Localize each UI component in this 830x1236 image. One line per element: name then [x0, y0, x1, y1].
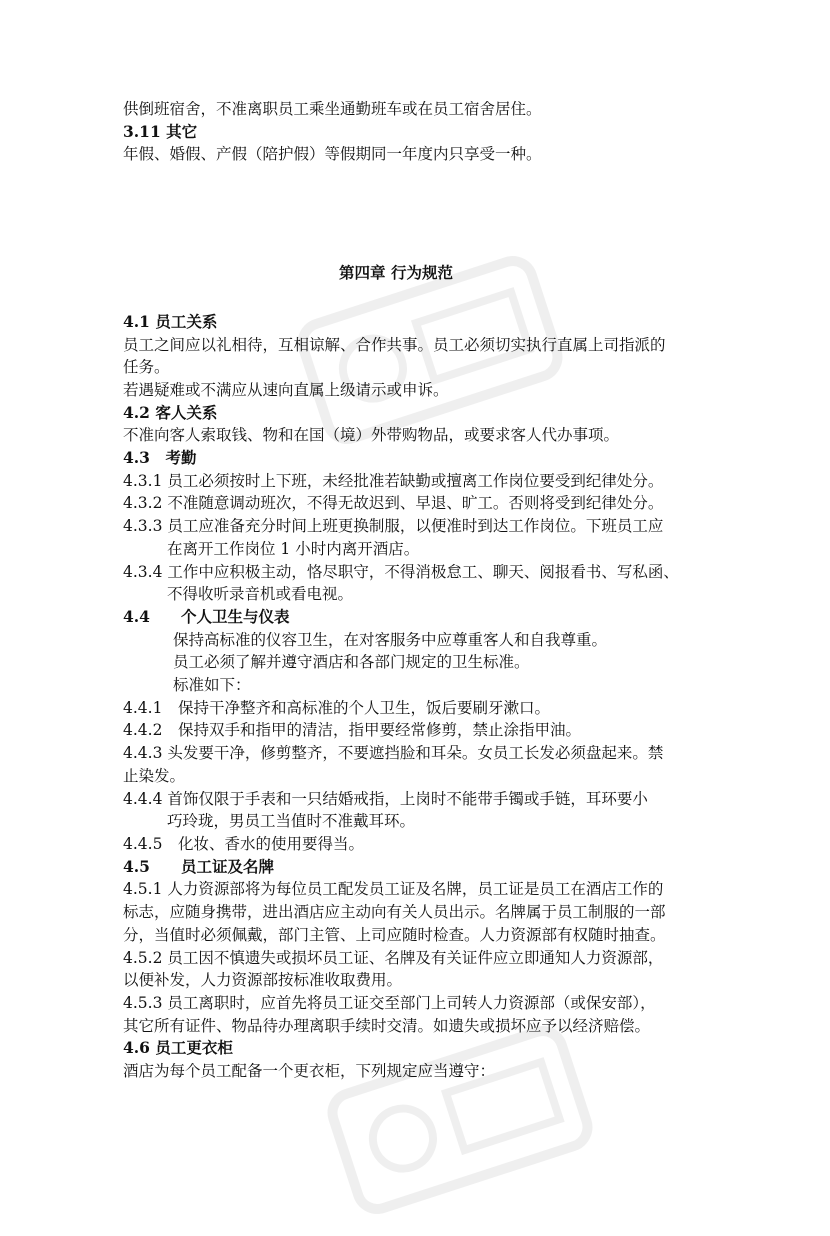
- list-item: 4.4.5 化妆、香水的使用要得当。: [123, 834, 364, 853]
- section-4-2-text: 不准向客人索取钱、物和在国（境）外带购物品，或要求客人代办事项。: [123, 426, 620, 445]
- chapter-title: 第四章 行为规范: [339, 263, 453, 283]
- section-4-6-text: 酒店为每个员工配备一个更衣柜，下列规定应当遵守：: [123, 1062, 496, 1081]
- list-item-continuation: 分，当值时必须佩戴，部门主管、上司应随时检查。人力资源部有权随时抽查。: [123, 925, 666, 944]
- list-item: 4.3.2 不准随意调动班次，不得无故迟到、早退、旷工。否则将受到纪律处分。: [123, 494, 664, 513]
- list-item: 4.3.1 员工必须按时上下班，未经批准若缺勤或擅离工作岗位要受到纪律处分。: [123, 471, 664, 490]
- list-item-continuation: 巧玲珑，男员工当值时不准戴耳环。: [167, 812, 416, 831]
- section-4-5-heading: 4.5 员工证及名牌: [123, 856, 274, 876]
- list-item: 4.4.2 保持双手和指甲的清洁，指甲要经常修剪，禁止涂指甲油。: [123, 721, 581, 740]
- section-4-6-heading: 4.6 员工更衣柜: [123, 1038, 233, 1058]
- list-item-continuation: 以便补发，人力资源部按标准收取费用。: [123, 971, 403, 990]
- list-item: 4.3.4 工作中应积极主动，恪尽职守，不得消极怠工、聊天、阅报看书、写私函、: [123, 562, 679, 581]
- section-4-1-paragraph: 任务。: [123, 358, 170, 377]
- section-4-4-heading: 4.4 个人卫生与仪表: [123, 606, 290, 626]
- section-4-1-paragraph: 员工之间应以礼相待，互相谅解、合作共事。员工必须切实执行直属上司指派的: [123, 335, 666, 354]
- section-4-1-paragraph: 若遇疑难或不满应从速向直属上级请示或申诉。: [123, 380, 449, 399]
- section-3-11-heading: 3.11 其它: [123, 121, 198, 141]
- section-4-1-heading: 4.1 员工关系: [123, 311, 218, 331]
- list-item: 4.3.3 员工应准备充分时间上班更换制服，以便准时到达工作岗位。下班员工应: [123, 517, 664, 536]
- list-item: 4.5.2 员工因不慎遗失或损坏员工证、名牌及有关证件应立即通知人力资源部，: [123, 948, 664, 967]
- list-item-continuation: 在离开工作岗位 1 小时内离开酒店。: [167, 539, 420, 558]
- section-4-4-intro: 保持高标准的仪容卫生，在对客服务中应尊重客人和自我尊重。: [173, 630, 608, 649]
- list-item: 4.4.4 首饰仅限于手表和一只结婚戒指，上岗时不能带手镯或手链，耳环要小: [123, 789, 648, 808]
- continued-paragraph: 供倒班宿舍，不准离职员工乘坐通勤班车或在员工宿舍居住。: [123, 100, 542, 118]
- list-item: 4.5.3 员工离职时，应首先将员工证交至部门上司转人力资源部（或保安部），: [123, 993, 656, 1012]
- list-item: 4.4.3 头发要干净，修剪整齐，不要遮挡脸和耳朵。女员工长发必须盘起来。禁: [123, 744, 664, 763]
- list-item: 4.4.1 保持干净整齐和高标准的个人卫生，饭后要刷牙漱口。: [123, 698, 550, 717]
- section-4-4-intro: 标准如下：: [173, 676, 251, 695]
- list-item-continuation: 其它所有证件、物品待办理离职手续时交清。如遗失或损坏应予以经济赔偿。: [123, 1016, 651, 1035]
- list-item-continuation: 标志，应随身携带，进出酒店应主动向有关人员出示。名牌属于员工制服的一部: [123, 903, 666, 922]
- document-body: [123, 98, 713, 1083]
- section-3-11-text: 年假、婚假、产假（陪护假）等假期同一年度内只享受一种。: [123, 145, 542, 164]
- list-item-continuation: 止染发。: [123, 766, 186, 785]
- section-4-3-heading: 4.3 考勤: [123, 448, 197, 468]
- section-4-4-intro: 员工必须了解并遵守酒店和各部门规定的卫生标准。: [173, 653, 530, 672]
- section-4-2-heading: 4.2 客人关系: [123, 402, 218, 422]
- list-item: 4.5.1 人力资源部将为每位员工配发员工证及名牌，员工证是员工在酒店工作的: [123, 880, 664, 899]
- list-item-continuation: 不得收听录音机或看电视。: [167, 585, 354, 604]
